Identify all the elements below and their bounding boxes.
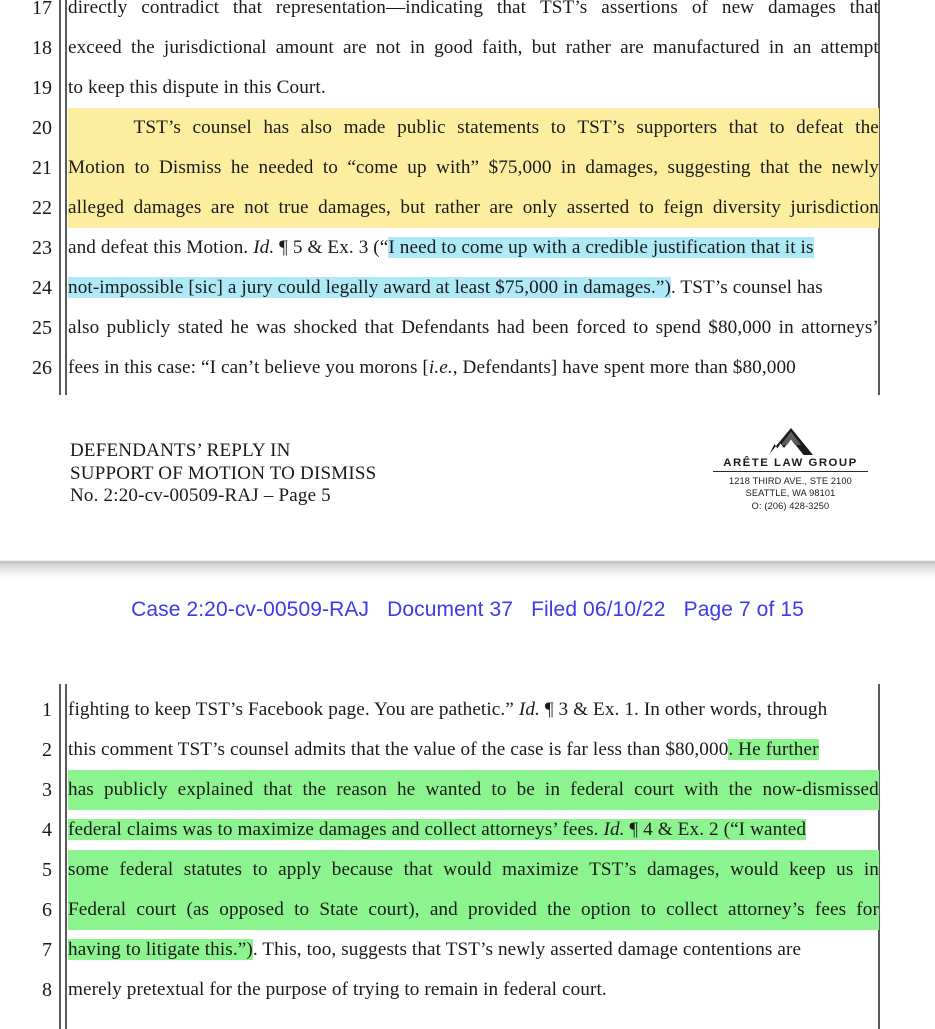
word: wanted (425, 779, 482, 800)
document-footer-caption (70, 440, 376, 508)
pleading-line (0, 228, 935, 268)
pleading-line (0, 348, 935, 388)
word: made (343, 117, 386, 138)
pleading-line (0, 68, 935, 108)
word: spend (655, 317, 701, 338)
word: publicly (103, 779, 168, 800)
document-page-bottom[interactable] (0, 578, 935, 1024)
footer-line-2: SUPPORT OF MOTION TO DISMISS (70, 462, 377, 484)
word: the (855, 117, 879, 138)
word: with (684, 779, 719, 800)
pleading-line (0, 188, 935, 228)
word: has (263, 117, 290, 138)
word: federal (119, 859, 174, 880)
pleading-line (0, 770, 935, 810)
law-firm-address (713, 472, 868, 512)
word: court), (368, 899, 420, 920)
word: to (638, 197, 654, 218)
word: are (342, 37, 367, 58)
word: the (798, 157, 823, 178)
highlighted-text: ¶ 4 & Ex. 2 (“I wanted (624, 819, 807, 840)
line-text (68, 0, 879, 28)
pleading-lines-top (0, 0, 935, 388)
word: rather (565, 37, 612, 58)
word: was (256, 317, 287, 338)
line-number: 23 (32, 237, 52, 259)
paragraph-indent (68, 108, 122, 148)
word: has (68, 779, 94, 800)
line-text (68, 28, 879, 68)
word: court (136, 899, 177, 920)
word: in (778, 317, 794, 338)
text-run: fighting to keep TST’s Facebook page. You are pathetic.” (68, 699, 519, 720)
line-text (68, 810, 879, 850)
pleading-line (0, 930, 935, 970)
word: Dismiss (158, 157, 222, 178)
word: some (68, 859, 109, 880)
pleading-line (0, 148, 935, 188)
pleading-line (0, 308, 935, 348)
line-number: 6 (42, 899, 52, 921)
word: damages, (646, 859, 720, 880)
word: not (244, 197, 269, 218)
text-run: to keep this dispute in this Court. (68, 77, 326, 98)
word: keep (789, 859, 826, 880)
line-number: 7 (42, 939, 52, 961)
word: new (721, 0, 755, 18)
word: statements (457, 117, 540, 138)
word: shocked (293, 317, 358, 338)
word: feign (663, 197, 704, 218)
line-number: 25 (32, 317, 52, 339)
word: newly (831, 157, 879, 178)
word: jurisdiction (790, 197, 879, 218)
text-run: . TST’s counsel has (670, 277, 823, 298)
word: in (560, 157, 577, 178)
word: in (409, 37, 425, 58)
word: true (278, 197, 309, 218)
word: that (759, 157, 790, 178)
word: reason (336, 779, 387, 800)
pleading-lines-bottom (0, 690, 935, 1010)
word: damages (768, 0, 836, 18)
word: attempt (820, 37, 879, 58)
line-number: 22 (32, 197, 52, 219)
line-text (68, 348, 879, 388)
text-run: and defeat this Motion. (68, 237, 254, 258)
word: TST’s (133, 117, 181, 138)
word: to (252, 859, 268, 880)
word: only (522, 197, 558, 218)
pleading-line (0, 970, 935, 1010)
word: with” (436, 157, 480, 178)
word: that (728, 117, 758, 138)
word: in (544, 779, 561, 800)
line-text (68, 930, 879, 970)
highlighted-text: I need to come up with a credible justification that it is (388, 237, 814, 258)
line-text (68, 770, 879, 810)
line-number: 1 (42, 699, 52, 721)
word: us (836, 859, 854, 880)
word: asserted (566, 197, 630, 218)
word: TST’s (577, 117, 625, 138)
text-run: fees in this case: “I can’t believe you morons [ (68, 357, 429, 378)
word: that (232, 0, 263, 18)
word: but (531, 37, 557, 58)
text-run: Id. (518, 699, 540, 720)
pleading-line (0, 730, 935, 770)
word: public (397, 117, 446, 138)
word: also (68, 317, 100, 338)
word: statutes (183, 859, 243, 880)
word: needed (258, 157, 314, 178)
word: TST’s (589, 859, 637, 880)
word: to (769, 117, 785, 138)
pleading-line (0, 810, 935, 850)
word: that (364, 317, 394, 338)
word: Federal (68, 899, 127, 920)
line-number: 19 (32, 77, 52, 99)
word: damages, (318, 197, 391, 218)
line-number: 5 (42, 859, 52, 881)
line-text (68, 850, 879, 890)
text-run: this comment TST’s counsel admits that the value of the case is far less than $80,000 (68, 739, 729, 760)
mountain-peak-icon (768, 428, 814, 456)
line-number: 8 (42, 979, 52, 1001)
line-number: 24 (32, 277, 52, 299)
word: collect (666, 899, 718, 920)
word: option (581, 899, 631, 920)
word: to (640, 899, 656, 920)
word: that (496, 0, 527, 18)
word: exceed (68, 37, 122, 58)
word: forced (576, 317, 626, 338)
highlighted-text: . He further (728, 739, 819, 760)
ecf-case-number: Case 2:20-cv-00509-RAJ (131, 598, 370, 621)
address-line-1: 1218 THIRD AVE., STE 2100 (729, 476, 852, 486)
word: Motion (68, 157, 126, 178)
word: $75,000 (488, 157, 552, 178)
word: but (400, 197, 426, 218)
line-number: 21 (32, 157, 52, 179)
line-text (68, 108, 879, 148)
word: the (302, 779, 327, 800)
word: the (728, 779, 753, 800)
pleading-line (0, 0, 935, 28)
line-text (68, 970, 879, 1010)
word: good (434, 37, 473, 58)
pleading-line (0, 108, 935, 148)
word: State (319, 899, 359, 920)
word: that (263, 779, 293, 800)
word: to (322, 157, 338, 178)
word: publicly (106, 317, 171, 338)
word: the (547, 899, 571, 920)
text-run: merely pretextual for the purpose of trying to remain in federal court. (68, 979, 607, 1000)
line-text (68, 68, 879, 108)
word: had (496, 317, 525, 338)
word: that (849, 0, 879, 18)
word: rather (434, 197, 481, 218)
word: also (300, 117, 333, 138)
line-number: 20 (32, 117, 52, 139)
pleading-line (0, 28, 935, 68)
word: that (403, 859, 433, 880)
word: explained (177, 779, 254, 800)
word: to (550, 117, 566, 138)
footer-line-3: No. 2:20-cv-00509-RAJ – Page 5 (70, 485, 331, 506)
word: not (375, 37, 401, 58)
footer-line-1: DEFENDANTS’ REPLY IN (70, 440, 291, 461)
ecf-document-number: Document 37 (387, 598, 514, 621)
line-text (68, 148, 879, 188)
word: he (230, 157, 250, 178)
text-run: ¶ 3 & Ex. 1. In other words, through (539, 699, 828, 720)
highlighted-text: Id. (603, 819, 625, 840)
word: in (768, 37, 784, 58)
word: damages, (585, 157, 659, 178)
word: Defendants (401, 317, 490, 338)
word: attorneys’ (801, 317, 879, 338)
word: stated (177, 317, 224, 338)
text-run: Id. (253, 237, 275, 258)
line-text (68, 268, 879, 308)
word: jurisdictional (163, 37, 267, 58)
law-firm-name: ARÊTE LAW GROUP (713, 457, 868, 472)
word: (as (186, 899, 210, 920)
word: been (532, 317, 569, 338)
word: federal (570, 779, 625, 800)
law-firm-logo (713, 428, 868, 512)
word: supporters (636, 117, 718, 138)
word: diversity (712, 197, 781, 218)
text-run: i.e. (428, 357, 453, 378)
word: amount (275, 37, 334, 58)
pleading-line (0, 890, 935, 930)
line-text (68, 690, 879, 730)
word: are (620, 37, 644, 58)
word: to (294, 899, 310, 920)
word: faith, (482, 37, 523, 58)
word: court (634, 779, 675, 800)
word: to (491, 779, 507, 800)
line-text (68, 308, 879, 348)
word: alleged (68, 197, 125, 218)
word: contradict (141, 0, 219, 18)
word: the (131, 37, 155, 58)
ecf-header-stamp (0, 598, 935, 622)
word: to (633, 317, 649, 338)
word: are (489, 197, 514, 218)
word: TST’s (539, 0, 588, 18)
word: of (691, 0, 708, 18)
word: to (134, 157, 150, 178)
word: apply (278, 859, 322, 880)
word: an (793, 37, 812, 58)
line-number: 17 (32, 0, 52, 19)
word: and (429, 899, 458, 920)
highlighted-text: federal claims was to maximize damages and collect attorneys’ fees. (68, 819, 604, 840)
word: representation—indicating (275, 0, 484, 18)
word: provided (467, 899, 537, 920)
line-number: 26 (32, 357, 52, 379)
line-text (68, 188, 879, 228)
word: manufactured (653, 37, 760, 58)
pleading-line (0, 690, 935, 730)
word: attorney’s (728, 899, 805, 920)
address-line-2: SEATTLE, WA 98101 (745, 488, 836, 499)
line-number: 2 (42, 739, 52, 761)
word: for (856, 899, 879, 920)
word: because (331, 859, 394, 880)
text-run: ¶ 5 & Ex. 3 (“ (274, 237, 389, 258)
word: defeat (796, 117, 844, 138)
word: directly (68, 0, 128, 18)
highlighted-text: not-impossible [sic] a jury could legally award at least $75,000 in damages.”) (68, 277, 671, 298)
text-run: . This, too, suggests that TST’s newly asserted damage contentions are (252, 939, 802, 960)
word: damages (133, 197, 202, 218)
highlighted-text: having to litigate this.”) (68, 939, 253, 960)
word: maximize (502, 859, 579, 880)
word: he (230, 317, 249, 338)
word: counsel (192, 117, 252, 138)
word: would (730, 859, 779, 880)
ecf-filed-date: Filed 06/10/22 (531, 598, 666, 621)
line-number: 18 (32, 37, 52, 59)
word: “come (347, 157, 398, 178)
word: $80,000 (708, 317, 772, 338)
line-number: 3 (42, 779, 52, 801)
page-separator (0, 560, 935, 578)
word: in (863, 859, 879, 880)
address-line-3: O: (206) 428-3250 (751, 500, 830, 511)
word: be (516, 779, 535, 800)
word: fees (814, 899, 847, 920)
word: up (407, 157, 427, 178)
ecf-page-number: Page 7 of 15 (683, 598, 804, 621)
line-text (68, 228, 879, 268)
line-text (68, 730, 879, 770)
pleading-line (0, 268, 935, 308)
word: now-dismissed (762, 779, 879, 800)
text-run: , Defendants] have spent more than $80,000 (452, 357, 796, 378)
word: suggesting (667, 157, 751, 178)
line-number: 4 (42, 819, 52, 841)
word: opposed (219, 899, 284, 920)
word: assertions (601, 0, 678, 18)
line-text (68, 890, 879, 930)
word: he (396, 779, 416, 800)
word: would (443, 859, 492, 880)
word: are (210, 197, 235, 218)
pleading-line (0, 850, 935, 890)
